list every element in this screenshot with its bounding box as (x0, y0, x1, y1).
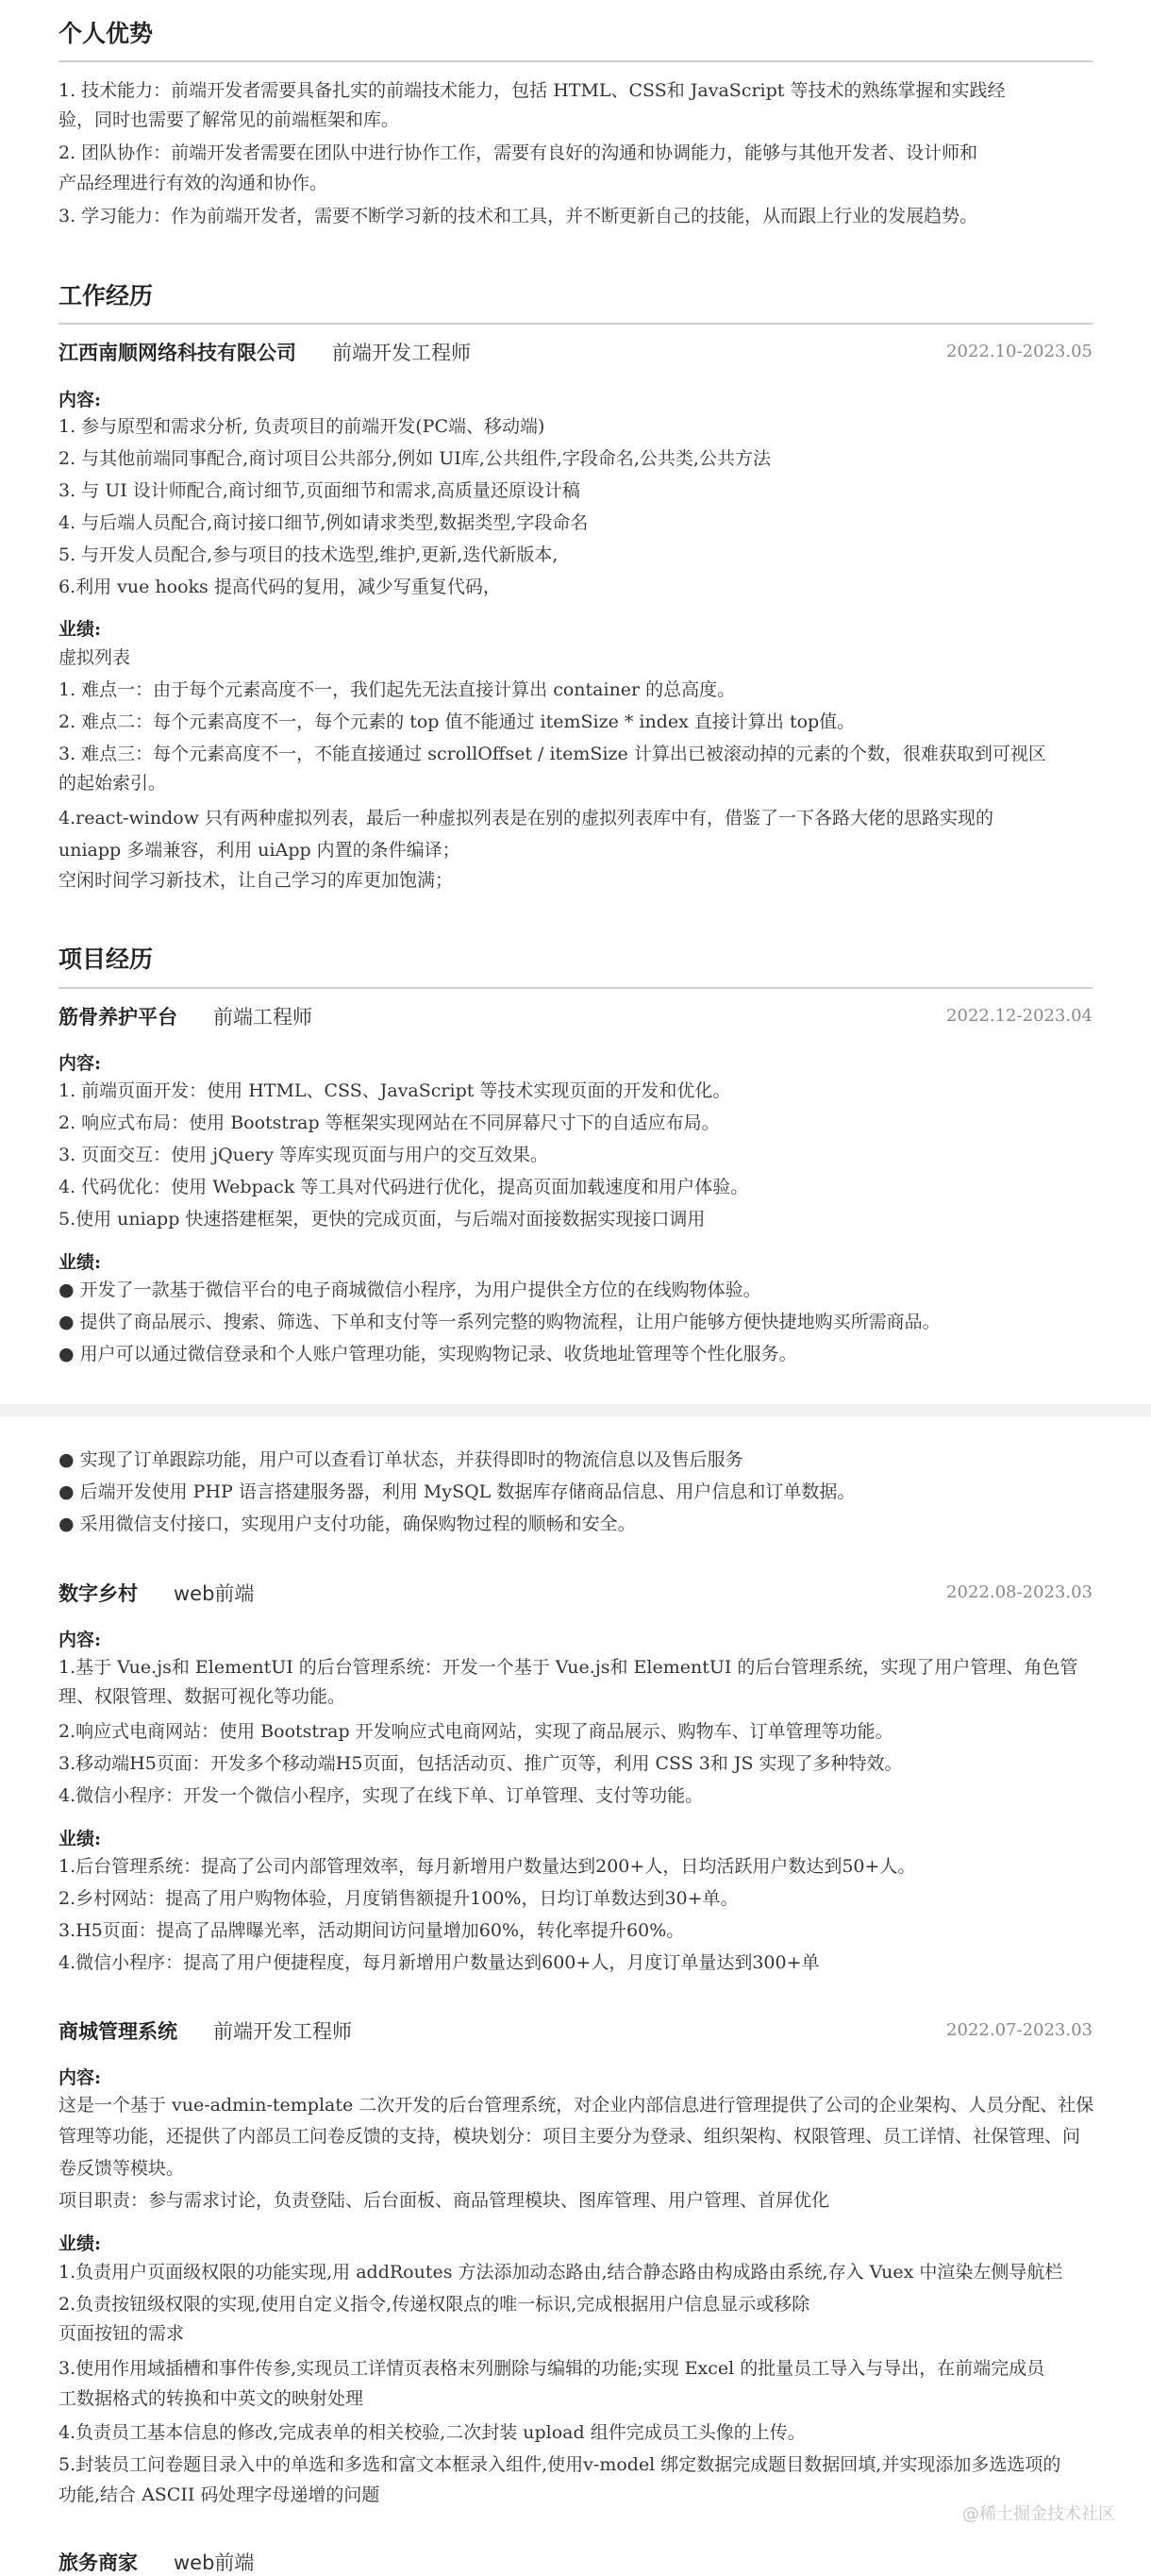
project-achieve-label: 业绩: (58, 1252, 102, 1273)
project-content-line: 项目职责：参与需求讨论，负责登陆、后台面板、商品管理模块、图库管理、用户管理、首屏优化 (58, 2190, 830, 2211)
project-header (58, 1002, 312, 1030)
project-achieve-line: ● 提供了商品展示、搜索、筛选、下单和支付等一系列完整的购物流程，让用户能够方便快捷地购买所需商品。 (58, 1312, 941, 1332)
work-achieve-line: 1. 难点一：由于每个元素高度不一，我们起先无法直接计算出 container 的总高度。 (58, 679, 736, 700)
project-content-line: 3.移动端H5页面：开发多个移动端H5页面，包括活动页、推广页等，利用 CSS 3和 JS 实现了多种特效。 (58, 1753, 903, 1774)
project-achieve-line: ● 实现了订单跟踪功能，用户可以查看订单状态，并获得即时的物流信息以及售后服务 (58, 1449, 743, 1470)
project-role: web前端 (174, 1582, 255, 1605)
project-name: 筋骨养护平台 (58, 1006, 177, 1029)
project-achieve-line: ● 后端开发使用 PHP 语言搭建服务器，利用 MySQL 数据库存储商品信息、用户信息和订单数据。 (58, 1481, 856, 1502)
project-achieve-line: ● 开发了一款基于微信平台的电子商城微信小程序，为用户提供全方位的在线购物体验。 (58, 1280, 761, 1300)
work-content-line: 6.利用 vue hooks 提高代码的复用，减少写重复代码， (58, 577, 501, 597)
project-header (58, 2016, 352, 2045)
project-content-label: 内容: (58, 2067, 102, 2088)
work-content-line: 3. 与 UI 设计师配合,商讨细节,页面细节和需求,高质量还原设计稿 (58, 480, 580, 501)
project-content-line: 2. 响应式布局：使用 Bootstrap 等框架实现网站在不同屏幕尺寸下的自适应布局。 (58, 1112, 720, 1133)
project-content-label: 内容: (58, 1630, 102, 1650)
project-content-line: 1. 前端页面开发：使用 HTML、CSS、JavaScript 等技术实现页面的开发和优化。 (58, 1080, 731, 1101)
project-content-line: 这是一个基于 vue-admin-template 二次开发的后台管理系统，对企业内部信息进行管理提供了公司的企业架构、人员分配、社保 (58, 2095, 1094, 2116)
company-name: 江西南顺网络科技有限公司 (58, 342, 296, 364)
project-content-line: 卷反馈等模块。 (58, 2158, 185, 2179)
section-title-work: 工作经历 (58, 282, 154, 309)
project-achieve-line: 1.后台管理系统：提高了公司内部管理效率，每月新增用户数量达到200+人，日均活跃用户数达到50+人。 (58, 1856, 916, 1877)
project-achieve-line: 3.H5页面：提高了品牌曝光率，活动期间访问量增加60%，转化率提升60%。 (58, 1920, 685, 1941)
project-content-label: 内容: (58, 1053, 102, 1074)
work-achieve-line: 空闲时间学习新技术，让自己学习的库更加饱满； (58, 870, 454, 891)
work-achieve-label: 业绩: (58, 619, 102, 640)
project-achieve-line: ● 用户可以通过微信登录和个人账户管理功能，实现购物记录、收货地址管理等个性化服务。 (58, 1344, 797, 1364)
project-role: 前端开发工程师 (213, 2020, 352, 2043)
section-title-advantages: 个人优势 (58, 20, 154, 47)
project-date: 2022.08-2023.03 (946, 1582, 1093, 1602)
project-content-line: 1.基于 Vue.js和 ElementUI 的后台管理系统：开发一个基于 Vue.js和 ElementUI 的后台管理系统，实现了用户管理、角色管 (58, 1657, 1078, 1678)
project-content-line: 4. 代码优化：使用 Webpack 等工具对代码进行优化，提高页面加载速度和用户体验。 (58, 1177, 749, 1197)
work-achieve-line: 2. 难点二：每个元素高度不一，每个元素的 top 值不能通过 itemSize * index 直接计算出 top值。 (58, 711, 856, 732)
project-achieve-line: 2.乡村网站：提高了用户购物体验，月度销售额提升100%，日均订单数达到30+单。 (58, 1888, 739, 1909)
project-content-line: 理、权限管理、数据可视化等功能。 (58, 1686, 346, 1707)
project-achieve-line: 1.负责用户页面级权限的功能实现,用 addRoutes 方法添加动态路由,结合静态路由构成路由系统,存入 Vuex 中渲染左侧导航栏 (58, 2262, 1063, 2283)
advantage-line: 产品经理进行有效的沟通和协作。 (58, 173, 328, 193)
project-header (58, 1579, 254, 1607)
project-content-line: 2.响应式电商网站：使用 Bootstrap 开发响应式电商网站，实现了商品展示、购物车、订单管理等功能。 (58, 1721, 893, 1742)
section-divider (58, 987, 1093, 989)
project-content-line: 5.使用 uniapp 快速搭建框架，更快的完成页面，与后端对面接数据实现接口调用 (58, 1209, 706, 1229)
work-content-line: 2. 与其他前端同事配合,商讨项目公共部分,例如 UI库,公共组件,字段命名,公共类,公共方法 (58, 448, 771, 469)
project-achieve-label: 业绩: (58, 2233, 102, 2254)
project-date: 2022.07-2023.03 (946, 2020, 1093, 2040)
section-divider (58, 323, 1093, 325)
work-content-label: 内容: (58, 390, 102, 410)
work-content-line: 4. 与后端人员配合,商讨接口细节,例如请求类型,数据类型,字段命名 (58, 512, 589, 533)
advantage-line: 2. 团队协作：前端开发者需要在团队中进行协作工作，需要有良好的沟通和协调能力，能够与其他开发者、设计师和 (58, 142, 978, 163)
project-achieve-line: 3.使用作用域插槽和事件传参,实现员工详情页表格末列删除与编辑的功能;实现 Excel 的批量员工导入与导出，在前端完成员 (58, 2358, 1045, 2379)
project-role: 前端工程师 (213, 1006, 312, 1029)
project-content-line: 管理等功能，还提供了内部员工问卷反馈的支持，模块划分：项目主要分为登录、组织架构、权限管理、员工详情、社保管理、问 (58, 2126, 1081, 2147)
section-title-projects: 项目经历 (58, 945, 154, 973)
project-name: 数字乡村 (58, 1582, 138, 1605)
project-achieve-line: 5.封装员工问卷题目录入中的单选和多选和富文本框录入组件,使用v-model 绑定数据完成题目数据回填,并实现添加多选选项的 (58, 2454, 1061, 2475)
project-achieve-line: 工数据格式的转换和中英文的映射处理 (58, 2388, 364, 2409)
project-header-cut (58, 2548, 254, 2576)
work-achieve-line: 4.react-window 只有两种虚拟列表，最后一种虚拟列表是在别的虚拟列表库中有，借鉴了一下各路大佬的思路实现的 (58, 808, 993, 828)
work-date: 2022.10-2023.05 (946, 342, 1093, 361)
work-achieve-line: 的起始索引。 (58, 773, 167, 794)
page-break-band (0, 1404, 1151, 1417)
project-achieve-line: 4.负责员工基本信息的修改,完成表单的相关校验,二次封装 upload 组件完成员工头像的上传。 (58, 2422, 806, 2443)
work-company-header (58, 338, 471, 366)
work-achieve-line: 虚拟列表 (58, 647, 131, 668)
project-content-line: 4.微信小程序：开发一个微信小程序，实现了在线下单、订单管理、支付等功能。 (58, 1785, 704, 1806)
work-content-line: 1. 参与原型和需求分析, 负责项目的前端开发(PC端、移动端) (58, 416, 545, 437)
work-content-line: 5. 与开发人员配合,参与项目的技术选型,维护,更新,迭代新版本, (58, 544, 559, 565)
project-achieve-label: 业绩: (58, 1829, 102, 1849)
project-date: 2022.12-2023.04 (946, 1006, 1093, 1026)
project-content-line: 3. 页面交互：使用 jQuery 等库实现页面与用户的交互效果。 (58, 1145, 549, 1165)
project-achieve-line: 4.微信小程序：提高了用户便捷程度，每月新增用户数量达到600+人，月度订单量达到300+单 (58, 1952, 820, 1973)
project-achieve-line: 2.负责按钮级权限的实现,使用自定义指令,传递权限点的唯一标识,完成根据用户信息显示或移除 (58, 2294, 810, 2315)
project-name: 旅务商家 (58, 2551, 138, 2574)
project-achieve-line: 页面按钮的需求 (58, 2323, 185, 2344)
work-achieve-line: 3. 难点三：每个元素高度不一，不能直接通过 scrollOffset / itemSize 计算出已被滚动掉的元素的个数，很难获取到可视区 (58, 744, 1046, 764)
project-achieve-line: ● 采用微信支付接口，实现用户支付功能，确保购物过程的顺畅和安全。 (58, 1514, 636, 1534)
advantage-line: 3. 学习能力：作为前端开发者，需要不断学习新的技术和工具，并不断更新自己的技能，从而跟上行业的发展趋势。 (58, 206, 978, 226)
project-role: web前端 (174, 2551, 255, 2574)
project-achieve-line: 功能,结合 ASCII 码处理字母递增的问题 (58, 2484, 380, 2505)
section-divider (58, 60, 1093, 62)
advantage-line: 1. 技术能力：前端开发者需要具备扎实的前端技术能力，包括 HTML、CSS和 JavaScript 等技术的熟练掌握和实践经 (58, 80, 1006, 101)
job-role: 前端开发工程师 (332, 342, 471, 364)
watermark: @稀土掘金技术社区 (962, 2504, 1115, 2524)
advantage-line: 验，同时也需要了解常见的前端框架和库。 (58, 109, 400, 130)
work-achieve-line: uniapp 多端兼容，利用 uiApp 内置的条件编译； (58, 840, 460, 861)
project-name: 商城管理系统 (58, 2020, 177, 2043)
